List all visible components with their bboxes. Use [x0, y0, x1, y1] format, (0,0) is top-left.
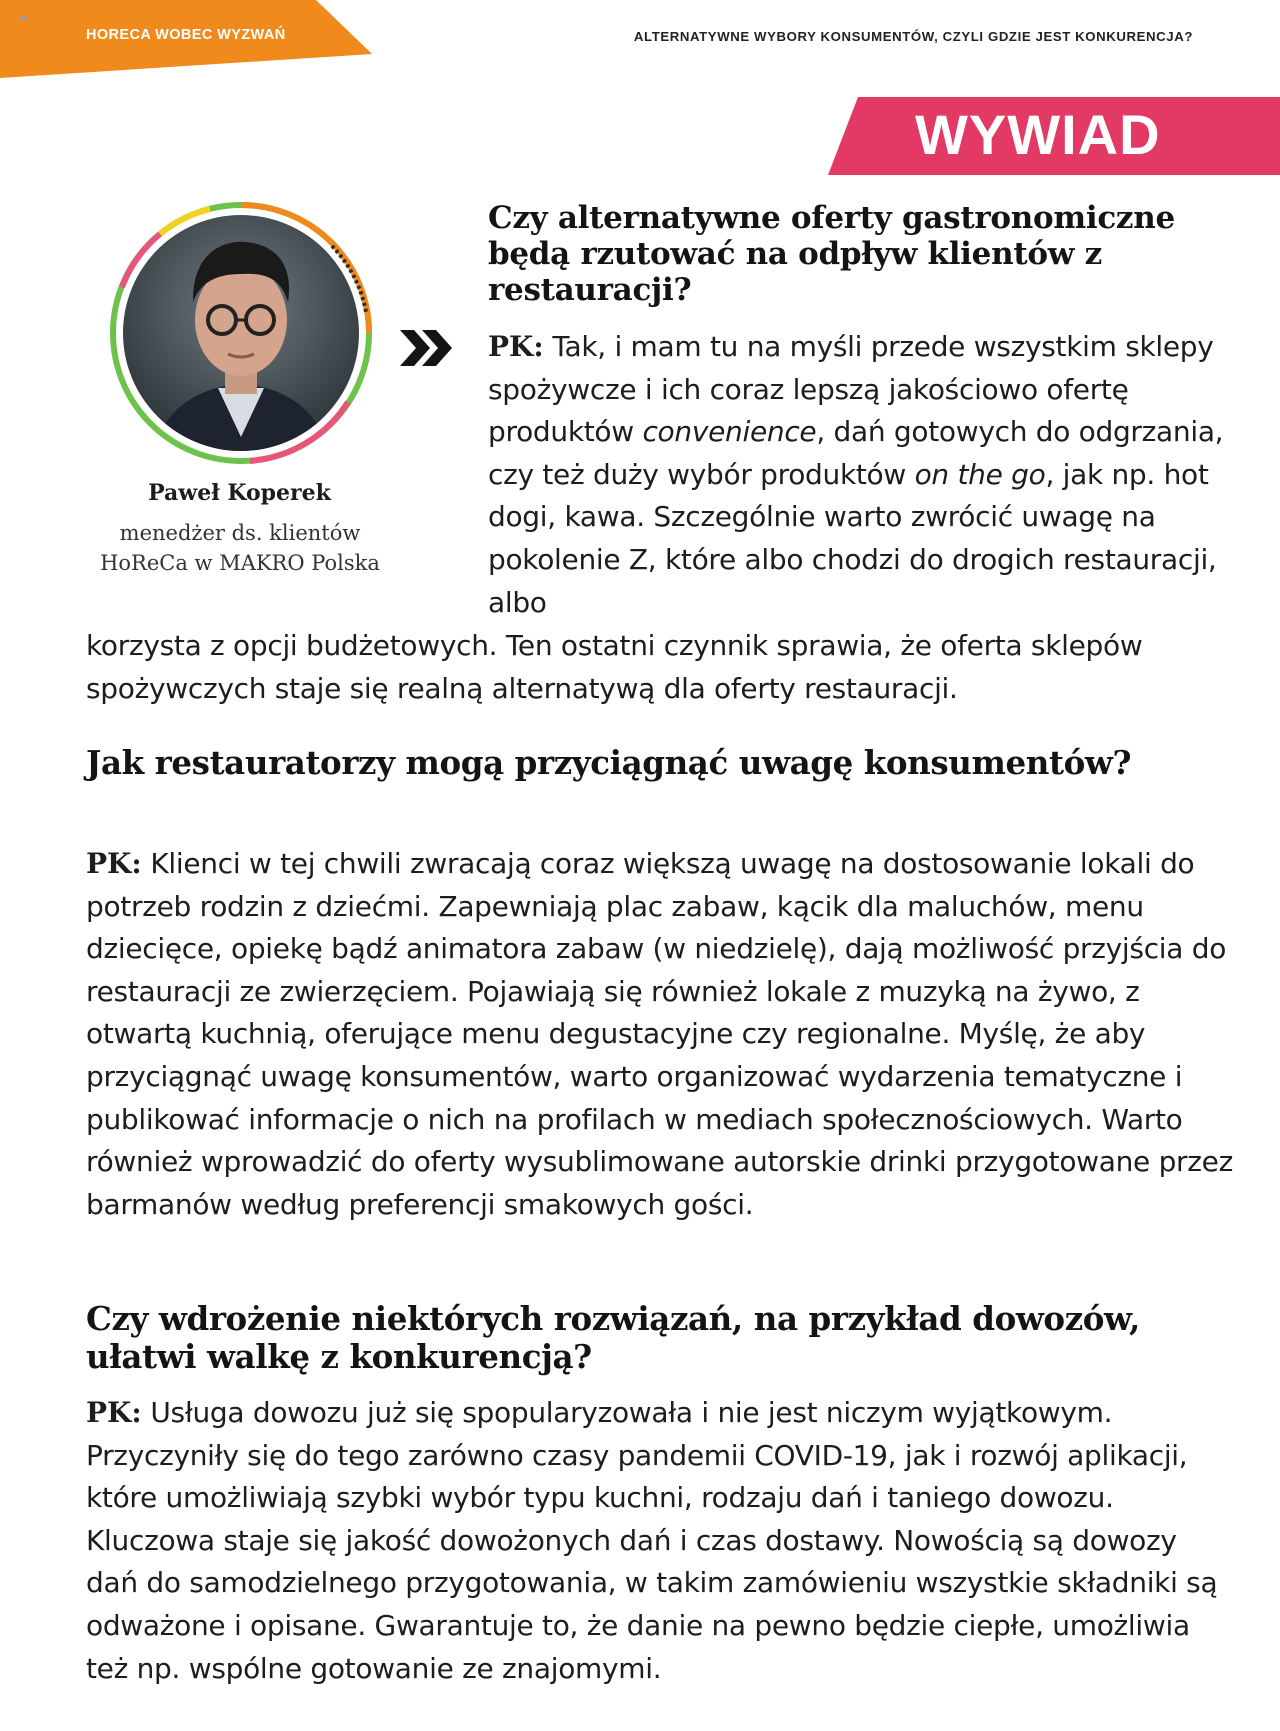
answer-1 — [488, 326, 1228, 624]
double-chevron-icon — [398, 328, 456, 368]
role-line-1: menedżer ds. klientów — [119, 521, 361, 545]
answer-1-text: , dań gotowych do odgrzania, czy też duży wybór produktów — [488, 415, 1224, 491]
speaker-label: PK: — [488, 330, 544, 363]
speaker-label: PK: — [86, 1396, 142, 1429]
question-1: Czy alternatywne oferty gastronomiczne będą rzutować na odpływ klientów z restauracji? — [488, 200, 1175, 308]
answer-1-text: , jak np. hot dogi, kawa. Szczególnie warto zwrócić uwagę na pokolenie Z, które albo chodzi do drogich restauracji, albo — [488, 457, 1217, 619]
section-label: HORECA WOBEC WYZWAŃ — [86, 27, 286, 43]
running-title: ALTERNATYWNE WYBORY KONSUMENTÓW, CZYLI GDZIE JEST KONKURENCJA? — [633, 29, 1193, 44]
answer-1-continuation: korzysta z opcji budżetowych. Ten ostatni czynnik sprawia, że oferta sklepów spożywczych staje się realną alternatywą dla oferty restauracji. — [86, 629, 1143, 705]
role-line-2: HoReCa w MAKRO Polska — [100, 551, 380, 575]
answer-3 — [86, 1392, 1236, 1690]
portrait-avatar — [110, 202, 372, 464]
answer-1-emphasis: convenience — [642, 415, 817, 449]
interview-banner — [828, 97, 1280, 175]
section-tab — [0, 0, 372, 78]
question-3: Czy wdrożenie niektórych rozwiązań, na przykład dowozów, ułatwi walkę z konkurencją? — [86, 1299, 1140, 1376]
answer-1-emphasis: on the go — [914, 457, 1046, 491]
interviewee-name: Paweł Koperek — [148, 480, 331, 506]
speaker-label: PK: — [86, 847, 142, 880]
flag-icon — [19, 17, 27, 23]
banner-label: WYWIAD — [915, 103, 1161, 166]
question-2: Jak restauratorzy mogą przyciągnąć uwagę konsumentów? — [86, 743, 1132, 782]
answer-1-text: Tak, i mam tu na myśli przede wszystkim sklepy spożywcze i ich coraz lepszą jakościowo ofertę produktów — [488, 330, 1214, 449]
interviewee-role — [75, 518, 405, 578]
answer-3-text: Usługa dowozu już się spopularyzowała i nie jest niczym wyjątkowym. Przyczyniły się do tego zarówno czasy pandemii COVID-19, jak i rozwój aplikacji, które umożliwiają szybki wybór typu kuchni, rodzaju dań i taniego dowozu. Kluczowa staje się jakość dowożonych dań i czas dostawy. Nowością są dowozy dań do samodzielnego przygotowania, w takim zamówieniu wszystkie składniki są odważone i opisane. Gwarantuje to, że danie na pewno będzie ciepłe, umożliwia też np. wspólne gotowanie ze znajomymi. — [86, 1396, 1218, 1685]
answer-2-text: Klienci w tej chwili zwracają coraz większą uwagę na dostosowanie lokali do potrzeb rodzin z dziećmi. Zapewniają plac zabaw, kącik dla maluchów, menu dziecięce, opiekę bądź animatora zabaw (w niedzielę), dają możliwość przyjścia do restauracji ze zwierzęciem. Pojawiają się również lokale z muzyką na żywo, z otwartą kuchnią, oferujące menu degustacyjne czy regionalne. Myślę, że aby przyciągnąć uwagę konsumentów, warto organizować wydarzenia tematyczne i publikować informacje o nich na profilach w mediach społecznościowych. Warto również wprowadzić do oferty wysublimowane autorskie drinki przygotowane przez barmanów według preferencji smakowych gości. — [86, 847, 1233, 1221]
answer-2 — [86, 843, 1236, 1226]
